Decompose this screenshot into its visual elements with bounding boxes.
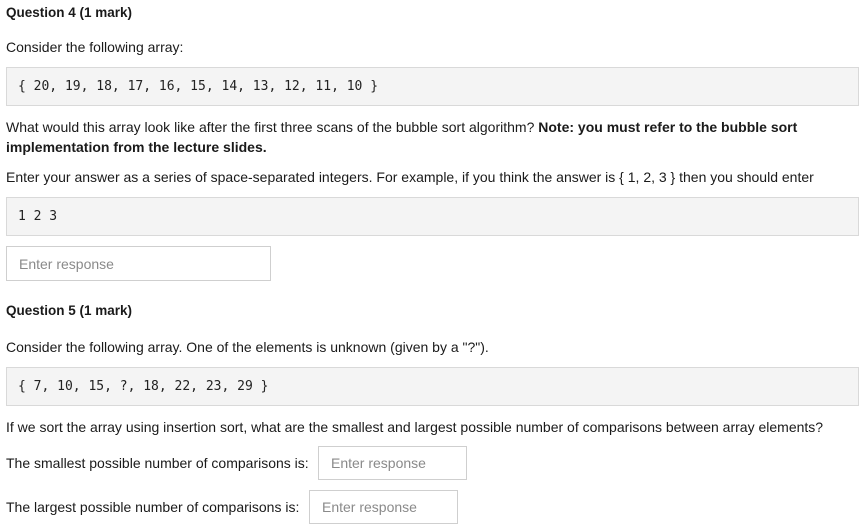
question-5-array-code — [6, 367, 859, 406]
smallest-comparisons-label: The smallest possible number of comparisons is: — [6, 455, 309, 471]
question-4-note: Note: you must refer to the bubble sort — [538, 119, 798, 135]
largest-comparisons-label: The largest possible number of comparisons is: — [6, 499, 300, 515]
question-5-intro: Consider the following array. One of the elements is unknown (given by a "?"). — [6, 339, 489, 355]
question-4-title: Question 4 (1 mark) — [6, 5, 133, 20]
smallest-comparisons-input[interactable] — [318, 446, 467, 480]
question-4-response-input[interactable] — [6, 246, 271, 281]
question-4-note-line2: implementation from the lecture slides. — [6, 139, 267, 155]
question-4-prompt-line1 — [6, 119, 797, 135]
question-4-example-text: 1 2 3 — [18, 209, 58, 224]
question-5-array-text: { 7, 10, 15, ?, 18, 22, 23, 29 } — [18, 379, 269, 394]
question-4-instruction: Enter your answer as a series of space-separated integers. For example, if you think the answer is { 1, 2, 3 } then you should enter — [6, 169, 814, 185]
question-4-array-code — [6, 67, 859, 106]
question-5-prompt: If we sort the array using insertion sort, what are the smallest and largest possible number of comparisons between array elements? — [6, 419, 824, 435]
question-4-intro: Consider the following array: — [6, 39, 184, 55]
largest-comparisons-input[interactable] — [309, 490, 458, 524]
question-4-example-code — [6, 197, 859, 236]
question-5-title: Question 5 (1 mark) — [6, 303, 133, 318]
question-4-array-text: { 20, 19, 18, 17, 16, 15, 14, 13, 12, 11, 10 } — [18, 79, 379, 94]
question-4-prompt-text: What would this array look like after the first three scans of the bubble sort algorithm? — [6, 119, 539, 135]
